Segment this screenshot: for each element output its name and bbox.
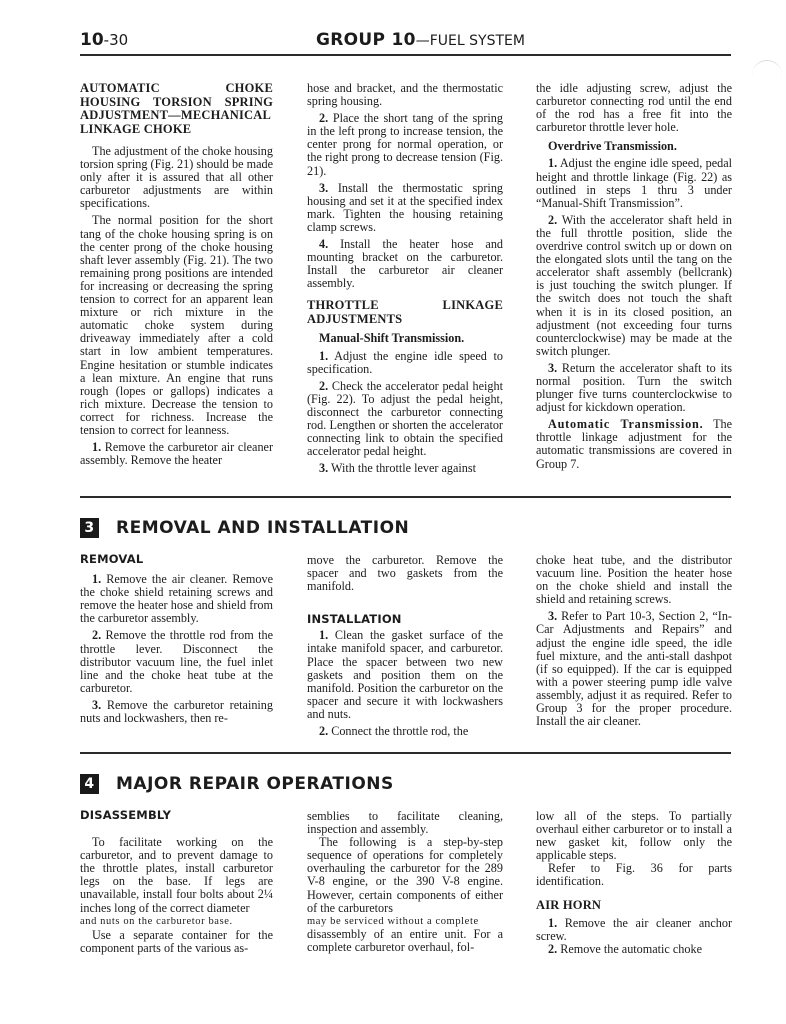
step-number: 2.: [548, 942, 558, 957]
step-number: 3.: [319, 180, 329, 195]
step: [536, 610, 732, 728]
section-divider: [80, 752, 731, 754]
paragraph: low all of the steps. To partially overhaul either carburetor or to install a new gasket kit, follow only the applicable steps.: [536, 809, 732, 863]
step-text: Remove the air cleaner. Remove the choke shield retaining screws and remove the heater hose and shield from the carburetor assembly.: [80, 572, 274, 626]
step: [307, 350, 503, 376]
step-number: 3.: [548, 609, 558, 624]
step: [307, 725, 503, 738]
installation-heading: INSTALLATION: [307, 612, 402, 627]
page-corner-mark: [752, 60, 782, 91]
step-number: 2.: [548, 212, 558, 227]
top-column-2: [307, 82, 503, 479]
paragraph: To facilitate working on the carburetor, and to prevent damage to the throttle plates, install carburetor legs on the base. If legs are unavailable, install four bolts about 2¼ inches long of the correct diameter: [80, 835, 273, 915]
paragraph-text: The throttle linkage adjustment for the automatic transmissions are covered in Group 7.: [536, 417, 733, 471]
overdrive-subhead: Overdrive Transmission.: [548, 139, 677, 154]
step: [307, 380, 503, 459]
step: [536, 362, 732, 414]
paragraph-continuation: disassembly of an entire unit. For a complete carburetor overhaul, fol-: [307, 926, 503, 954]
step: [307, 182, 503, 234]
automatic-transmission-label: Automatic Transmission.: [548, 417, 704, 432]
section-3-heading: [80, 518, 409, 540]
group-title-main: GROUP 10: [316, 30, 416, 50]
paragraph: move the carburetor. Remove the spacer and two gaskets from the manifold.: [307, 553, 503, 594]
step-number: 3.: [92, 697, 102, 712]
paragraph-continuation: and nuts on the carburetor base.: [80, 915, 233, 927]
paragraph: Use a separate container for the component parts of the various as-: [80, 927, 273, 955]
step: [80, 629, 273, 694]
page-header: [80, 30, 730, 56]
step-number: 1.: [92, 572, 102, 587]
step-number: 2.: [92, 628, 102, 643]
paragraph: The adjustment of the choke housing torsion spring (Fig. 21) should be made only after it is assured that all other carburetor adjustments are within specifications.: [80, 144, 273, 211]
step-number: 3.: [548, 360, 558, 375]
step-number: 1.: [319, 628, 329, 643]
step-number: 3.: [319, 461, 329, 476]
paragraph: Refer to Fig. 36 for parts identification.: [536, 861, 732, 889]
step-text: With the throttle lever against: [330, 461, 477, 476]
section-number-badge: 4: [80, 774, 99, 794]
page-number-group: 10: [80, 30, 104, 50]
page-number: [80, 30, 128, 50]
section-4-column-3: [536, 810, 732, 960]
step: [536, 943, 732, 956]
paragraph: [536, 418, 732, 470]
step: [80, 699, 273, 725]
group-title-sub: —FUEL SYSTEM: [415, 33, 525, 49]
step-text: Return the accelerator shaft to its normal position. Turn the switch plunger five turns counterclockwise to adjust for kickdown operation.: [536, 360, 732, 415]
section-3-column-1: [80, 553, 273, 729]
step-number: 4.: [319, 237, 329, 252]
air-horn-heading: AIR HORN: [536, 897, 602, 912]
removal-heading: REMOVAL: [80, 552, 144, 566]
step-text: Install the thermostatic spring housing and set it at the specified index mark. Tighten the housing retaining clamp screws.: [307, 180, 504, 234]
top-column-1: [80, 82, 273, 471]
step-text: Remove the carburetor air cleaner assembly. Remove the heater: [80, 440, 274, 468]
throttle-linkage-heading: THROTTLE LINKAGE ADJUSTMENTS: [307, 298, 503, 326]
choke-spring-heading: AUTOMATIC CHOKE HOUSING TORSION SPRING ADJUSTMENT—MECHANICAL LINKAGE CHOKE: [80, 81, 273, 136]
step-text: Connect the throttle rod, the: [331, 724, 469, 739]
step-text: Remove the carburetor retaining nuts and lockwashers, then re-: [80, 697, 273, 726]
step-number: 2.: [319, 724, 329, 739]
section-3-column-3: [536, 554, 732, 732]
step-number: 1.: [548, 156, 558, 171]
section-4-column-1: [80, 809, 273, 959]
step-text: Place the short tang of the spring in the left prong to increase tension, the center prong for normal operation, or the right prong to decrease tension (Fig. 21).: [307, 111, 503, 178]
paragraph: hose and bracket, and the thermostatic spring housing.: [307, 81, 503, 109]
step-text: Refer to Part 10-3, Section 2, “In-Car Adjustments and Repairs” and adjust the engine idle speed, the idle fuel mixture, and the anti-stall dashpot (if so equipped). If the car is equipped with a power steering pump idle valve assembly, adjust it as required. Refer to Group 3 for the proper procedure. Install the air cleaner.: [536, 609, 732, 729]
step: [80, 441, 273, 467]
section-title: REMOVAL AND INSTALLATION: [116, 518, 410, 538]
step-text: Remove the throttle rod from the throttle lever. Disconnect the distributor vacuum line, the fuel inlet line and the choke heat tube at the carburetor.: [80, 628, 274, 695]
step-text: Adjust the engine idle speed, pedal height and throttle linkage (Fig. 22) as outlined in steps 1 thru 3 under “Manual-Shift Transmission”.: [536, 156, 733, 210]
step: [536, 214, 732, 358]
top-column-3: [536, 82, 732, 475]
page-number-page: -30: [103, 31, 129, 49]
step-text: Remove the air cleaner anchor screw.: [536, 916, 732, 944]
manual-shift-subhead: Manual-Shift Transmission.: [319, 331, 465, 346]
step-text: Adjust the engine idle speed to specification.: [307, 348, 504, 376]
step-number: 2.: [319, 111, 329, 126]
paragraph-continuation: may be serviced without a complete: [307, 915, 479, 927]
group-title: [316, 30, 525, 50]
step: [307, 112, 503, 177]
step-text: With the accelerator shaft held in the full throttle position, slide the overdrive control switch up or down on the elongated slots until the tang on the accelerator shaft assembly (bellcrank) is just touching the switch plunger. If the switch does not touch the shaft when it is in its closed position, an adjustment (not exceeding four turns counterclockwise) may be made at the switch plunger.: [536, 212, 733, 358]
step-text: Install the heater hose and mounting bracket on the carburetor. Install the carburetor air cleaner assembly.: [307, 237, 504, 291]
header-rule: [80, 54, 731, 56]
step-text: Clean the gasket surface of the intake manifold spacer, and carburetor. Place the spacer between two new gaskets and position them on the manifold. Position the carburetor on the spacer and secure it with lockwashers and nuts.: [307, 628, 503, 721]
step-number: 2.: [319, 378, 329, 393]
paragraph: choke heat tube, and the distributor vacuum line. Position the heater hose on the choke shield and install the shield and retaining screws.: [536, 553, 732, 607]
paragraph: The normal position for the short tang of the choke housing spring is on the center prong of the choke housing shaft lever assembly (Fig. 21). The two remaining prong positions are intended for increasing or decreasing the spring tension to correct for an apparent lean mixture or rich mixture in the automatic choke system during driveaway immediately after a cold start in low ambient temperatures. Engine hesitation or stumble indicates a lean mixture. An engine that runs rough (lopes or gallops) indicates a rich mixture. Decrease the tension to correct for richness. Increase the tension to correct for leanness.: [80, 213, 273, 437]
paragraph: semblies to facilitate cleaning, inspection and assembly.: [307, 809, 503, 837]
step: [307, 462, 503, 475]
section-4-column-2: [307, 810, 503, 958]
step-number: 1.: [92, 440, 102, 455]
step-number: 1.: [548, 916, 558, 931]
paragraph: the idle adjusting screw, adjust the carburetor connecting rod until the end of the rod has a free fit into the carburetor throttle lever hole.: [536, 81, 732, 135]
section-3-column-2: [307, 554, 503, 742]
step: [307, 238, 503, 290]
section-divider: [80, 496, 731, 498]
step-text: Remove the automatic choke: [560, 942, 702, 957]
step: [80, 573, 273, 625]
section-4-heading: [80, 774, 394, 796]
step: [307, 629, 503, 721]
paragraph: The following is a step-by-step sequence of operations for completely overhauling the carburetor for the 289 V-8 engine, or the 390 V-8 engine. However, certain components of either of the carburetors: [307, 835, 503, 915]
section-number-badge: 3: [80, 518, 99, 538]
step-number: 1.: [319, 348, 329, 363]
step: [536, 157, 732, 209]
step-text: Check the accelerator pedal height (Fig. 22). To adjust the pedal height, disconnect the carburetor connecting rod. Lengthen or shorten the accelerator connecting link to obtain the specified accelerator pedal height.: [307, 378, 504, 459]
step: [536, 917, 732, 943]
section-title: MAJOR REPAIR OPERATIONS: [116, 774, 394, 794]
disassembly-heading: DISASSEMBLY: [80, 808, 172, 822]
